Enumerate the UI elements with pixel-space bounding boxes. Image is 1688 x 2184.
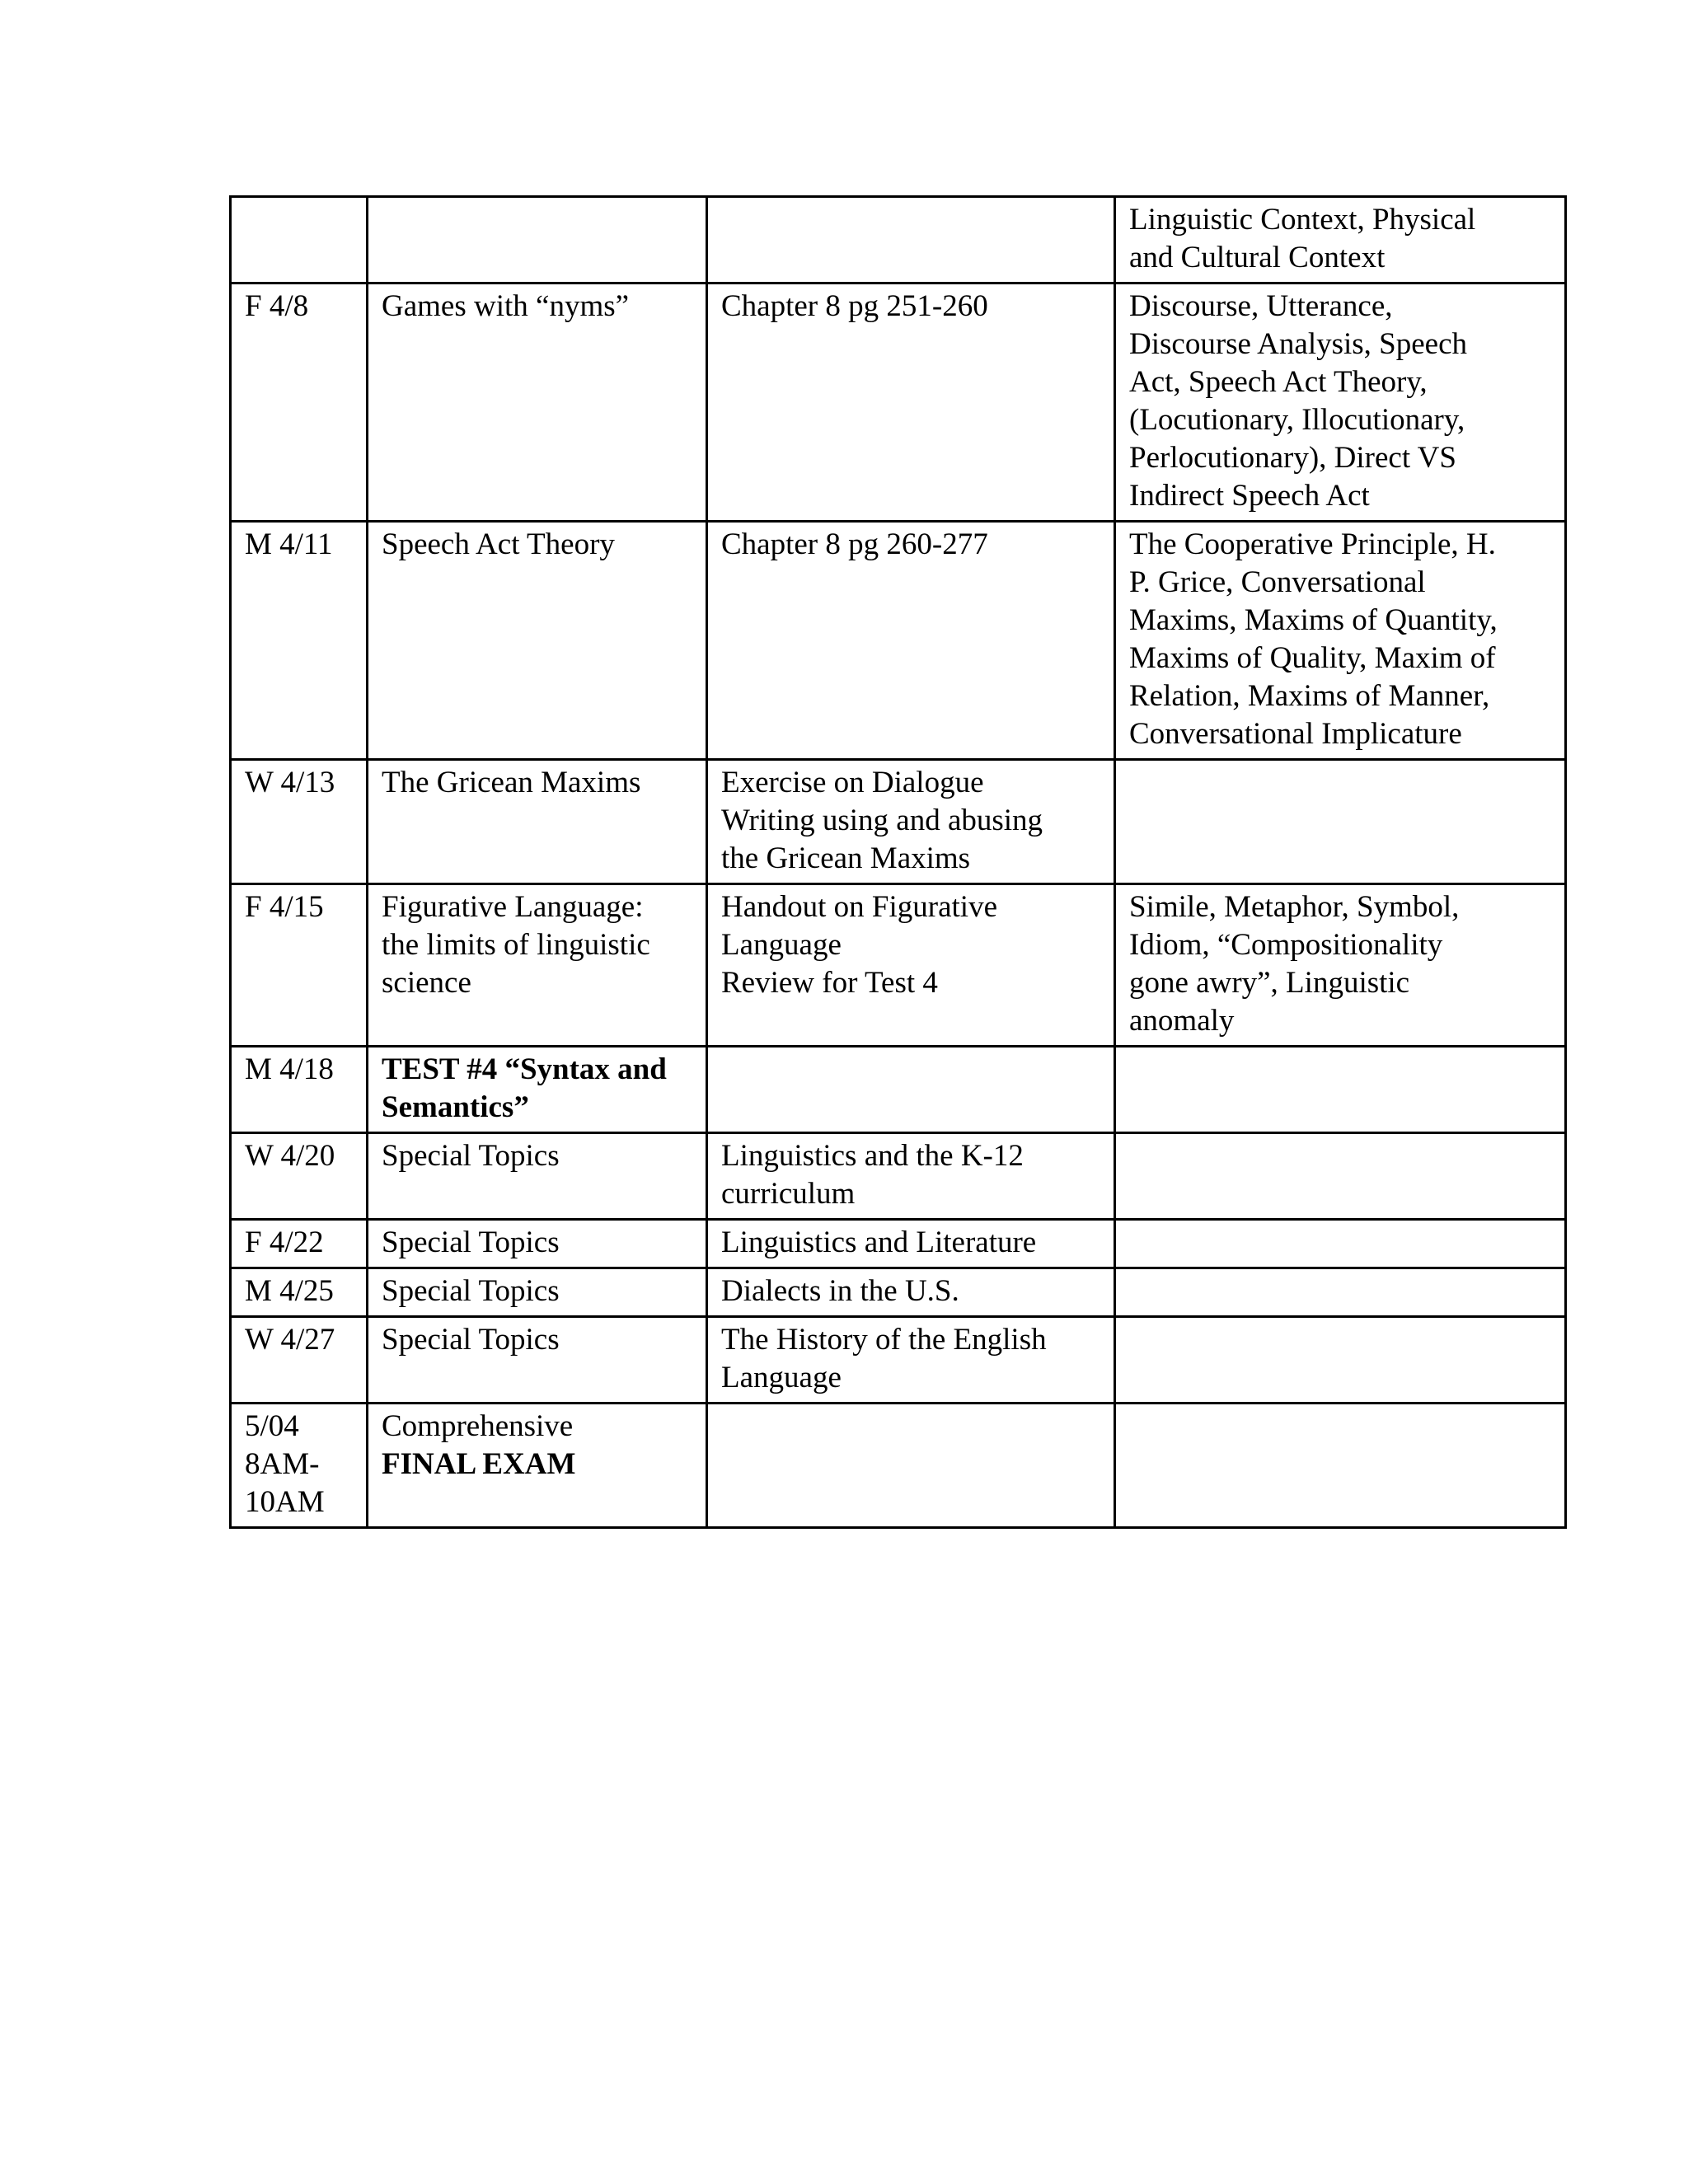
topic-cell: [368, 1268, 707, 1317]
topic-cell: [368, 884, 707, 1047]
reading-cell: Exercise on Dialogue Writing using and abusing the Gricean Maxims: [707, 760, 1115, 884]
date-cell: F 4/8: [231, 284, 368, 522]
date-cell: M 4/25: [231, 1268, 368, 1317]
topic-text: Speech Act Theory: [382, 527, 615, 561]
terms-cell: [1115, 1047, 1566, 1133]
course-schedule-table: [229, 195, 1567, 1529]
topic-cell: [368, 1317, 707, 1404]
table-row: [231, 522, 1566, 760]
table-row: [231, 1133, 1566, 1220]
terms-cell: [1115, 1317, 1566, 1404]
date-cell: [231, 197, 368, 284]
topic-text: Special Topics: [382, 1139, 560, 1173]
table-row: [231, 197, 1566, 284]
topic-text: Special Topics: [382, 1323, 560, 1357]
topic-cell: [368, 1220, 707, 1268]
terms-cell: Linguistic Context, Physical and Cultural Context: [1115, 197, 1566, 284]
topic-text: Figurative Language: the limits of linguistic science: [382, 890, 650, 1000]
date-cell: M 4/18: [231, 1047, 368, 1133]
topic-text: Games with “nyms”: [382, 289, 630, 323]
table-row: [231, 1047, 1566, 1133]
reading-cell: Handout on Figurative Language Review for Test 4: [707, 884, 1115, 1047]
topic-bold-text: FINAL EXAM: [382, 1447, 576, 1481]
topic-text: Special Topics: [382, 1274, 560, 1308]
terms-cell: Discourse, Utterance, Discourse Analysis, Speech Act, Speech Act Theory, (Locutionary, Illocutionary, Perlocutionary), Direct VS Indirect Speech Act: [1115, 284, 1566, 522]
terms-cell: [1115, 1268, 1566, 1317]
reading-cell: [707, 1404, 1115, 1528]
date-cell: F 4/22: [231, 1220, 368, 1268]
reading-cell: Chapter 8 pg 251-260: [707, 284, 1115, 522]
reading-cell: The History of the English Language: [707, 1317, 1115, 1404]
date-cell: W 4/27: [231, 1317, 368, 1404]
date-cell: W 4/20: [231, 1133, 368, 1220]
reading-cell: [707, 197, 1115, 284]
terms-cell: Simile, Metaphor, Symbol, Idiom, “Compositionality gone awry”, Linguistic anomaly: [1115, 884, 1566, 1047]
table-row: [231, 760, 1566, 884]
topic-cell: [368, 284, 707, 522]
date-cell: F 4/15: [231, 884, 368, 1047]
topic-cell: [368, 522, 707, 760]
table-row: [231, 1404, 1566, 1528]
terms-cell: [1115, 760, 1566, 884]
terms-cell: [1115, 1220, 1566, 1268]
table-row: [231, 884, 1566, 1047]
topic-cell: [368, 1133, 707, 1220]
topic-bold-text: TEST #4 “Syntax and Semantics”: [382, 1052, 667, 1124]
terms-cell: [1115, 1404, 1566, 1528]
topic-text: The Gricean Maxims: [382, 766, 641, 799]
reading-cell: Linguistics and the K-12 curriculum: [707, 1133, 1115, 1220]
topic-text: Special Topics: [382, 1226, 560, 1259]
topic-cell: [368, 1047, 707, 1133]
table-row: [231, 1220, 1566, 1268]
reading-cell: [707, 1047, 1115, 1133]
reading-cell: Dialects in the U.S.: [707, 1268, 1115, 1317]
topic-cell: [368, 1404, 707, 1528]
topic-text: Comprehensive: [382, 1409, 574, 1443]
reading-cell: Chapter 8 pg 260-277: [707, 522, 1115, 760]
table-row: [231, 1268, 1566, 1317]
table-row: [231, 284, 1566, 522]
date-cell: 5/04 8AM- 10AM: [231, 1404, 368, 1528]
date-cell: M 4/11: [231, 522, 368, 760]
topic-cell: [368, 197, 707, 284]
table-row: [231, 1317, 1566, 1404]
terms-cell: [1115, 1133, 1566, 1220]
terms-cell: The Cooperative Principle, H. P. Grice, Conversational Maxims, Maxims of Quantity, Maxims of Quality, Maxim of Relation, Maxims of Manner, Conversational Implicature: [1115, 522, 1566, 760]
reading-cell: Linguistics and Literature: [707, 1220, 1115, 1268]
topic-cell: [368, 760, 707, 884]
date-cell: W 4/13: [231, 760, 368, 884]
